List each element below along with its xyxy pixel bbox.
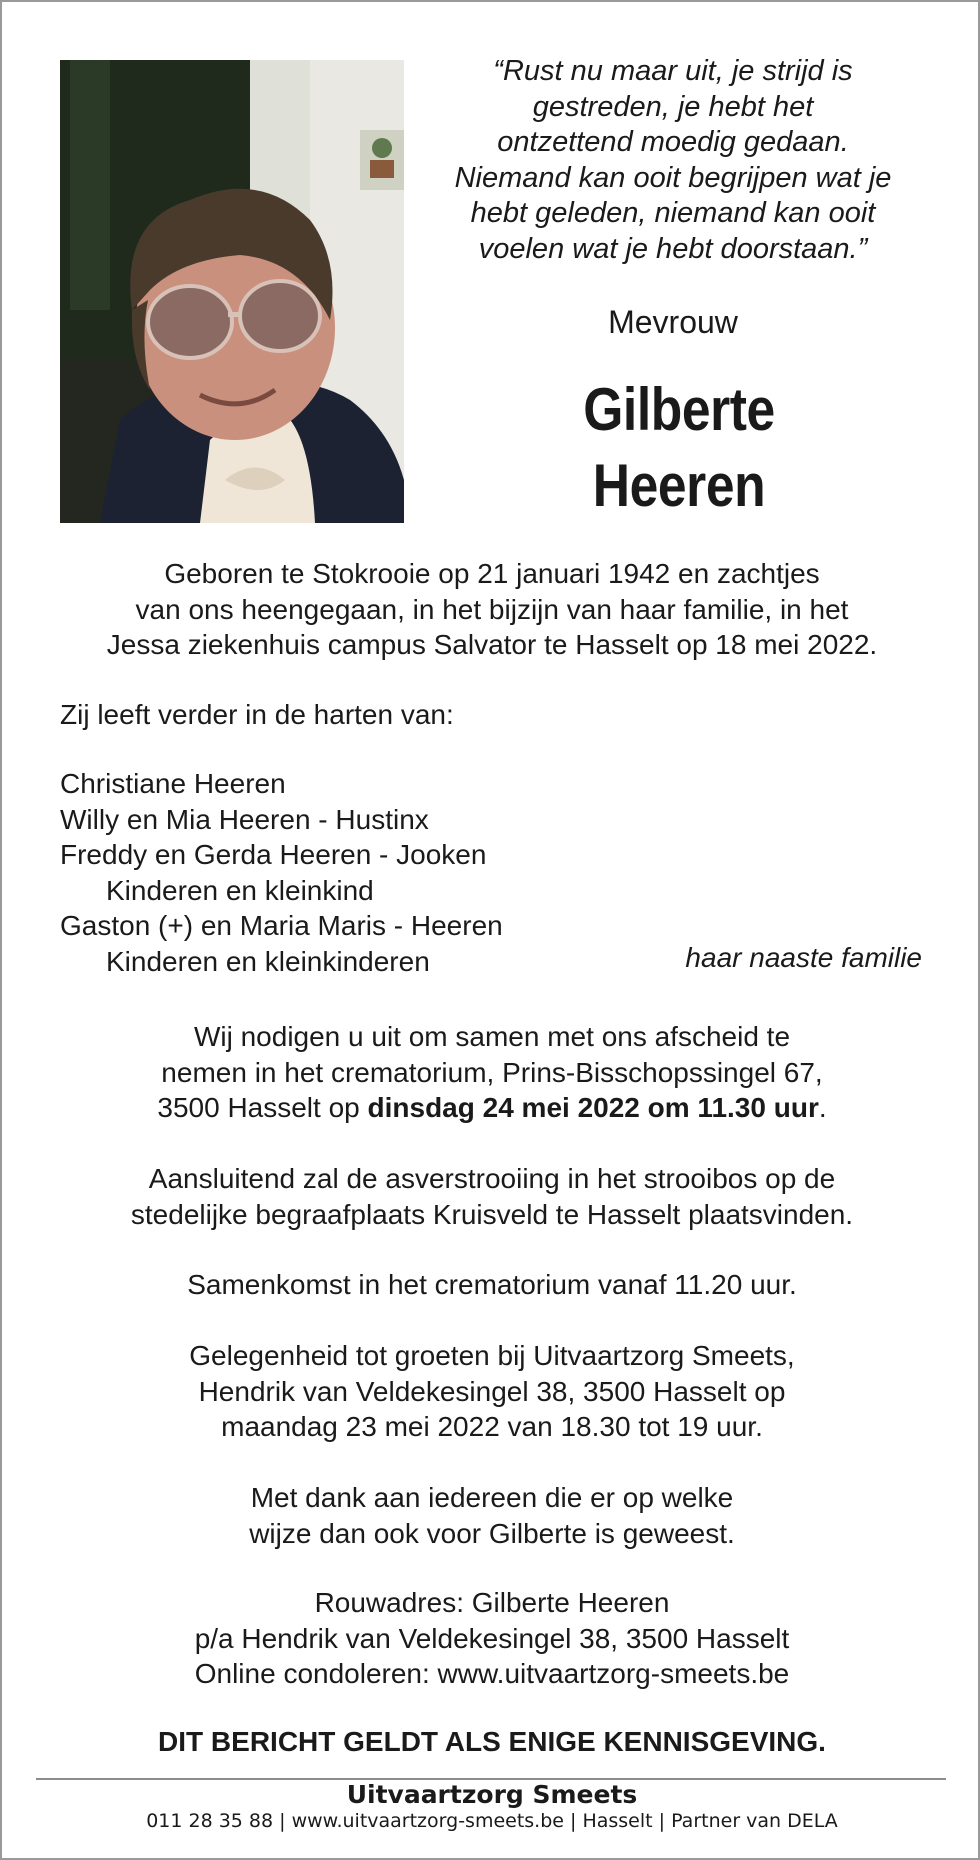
- paragraph-line: Wij nodigen u uit om samen met ons afscheid te: [193, 1021, 791, 1052]
- honorific: Mevrouw: [608, 304, 738, 340]
- quote-line: gestreden, je hebt het: [532, 90, 814, 123]
- family-member: Willy en Mia Heeren - Hustinx: [60, 803, 429, 835]
- family-member: Kinderen en kleinkinderen: [106, 945, 430, 977]
- last-name: Heeren: [592, 452, 766, 519]
- paragraph-line: Gelegenheid tot groeten bij Uitvaartzorg Smeets,: [189, 1340, 795, 1371]
- quote-line: voelen wat je hebt doorstaan.”: [478, 232, 868, 265]
- portrait-photo-image: [60, 60, 404, 523]
- family-member: Gaston (+) en Maria Maris - Heeren: [60, 910, 503, 941]
- paragraph-line: p/a Hendrik van Veldekesingel 38, 3500 Hasselt: [194, 1622, 790, 1654]
- paragraph-line: Rouwadres: Gilberte Heeren: [314, 1587, 670, 1618]
- first-name: Gilberte: [583, 376, 775, 443]
- memorial-quote: [422, 54, 924, 267]
- scattering-paragraph: [42, 1161, 942, 1232]
- paragraph-line: nemen in het crematorium, Prins-Bisschopssingel 67,: [161, 1056, 823, 1088]
- paragraph-line: Jessa ziekenhuis campus Salvator te Hasselt op 18 mei 2022.: [106, 629, 878, 660]
- funeral-home-contact: 011 28 35 88 | www.uitvaartzorg-smeets.be | Hasselt | Partner van DELA: [146, 1810, 838, 1832]
- quote-line: “Rust nu maar uit, je strijd is: [493, 55, 853, 87]
- family-member: Freddy en Gerda Heeren - Jooken: [60, 839, 487, 870]
- greeting-paragraph: [42, 1338, 942, 1445]
- condolence-link[interactable]: Online condoleren: www.uitvaartzorg-smeets.be: [194, 1658, 790, 1689]
- quote-line: ontzettend moedig gedaan.: [497, 126, 849, 158]
- quote-line: hebt geleden, niemand kan ooit: [470, 197, 876, 229]
- address-paragraph: [42, 1585, 942, 1692]
- hearts-intro: Zij leeft verder in de harten van:: [60, 699, 454, 730]
- family-member: Kinderen en kleinkind: [106, 874, 374, 906]
- family-note: haar naaste familie: [685, 942, 922, 973]
- invitation-paragraph: [42, 1019, 942, 1126]
- gathering-paragraph: Samenkomst in het crematorium vanaf 11.20 uur.: [187, 1269, 797, 1300]
- paragraph-line: Aansluitend zal de asverstrooiing in het strooibos op de: [148, 1163, 836, 1194]
- funeral-home-name: Uitvaartzorg Smeets: [346, 1780, 638, 1809]
- paragraph-line: van ons heengegaan, in het bijzijn van haar familie, in het: [135, 593, 849, 625]
- paragraph-line: maandag 23 mei 2022 van 18.30 tot 19 uur.: [221, 1411, 763, 1442]
- deceased-name: [458, 372, 900, 524]
- paragraph-line: [42, 1090, 942, 1126]
- family-member: Christiane Heeren: [60, 768, 286, 799]
- invitation-prefix: 3500 Hasselt op: [157, 1092, 368, 1123]
- invitation-suffix: .: [818, 1092, 827, 1123]
- ceremony-datetime: dinsdag 24 mei 2022 om 11.30 uur: [367, 1092, 819, 1123]
- birth-death-paragraph: [42, 556, 942, 663]
- paragraph-line: wijze dan ook voor Gilberte is geweest.: [249, 1517, 735, 1549]
- thanks-paragraph: [42, 1480, 942, 1551]
- paragraph-line: Met dank aan iedereen die er op welke: [250, 1482, 734, 1513]
- portrait-photo: [60, 60, 404, 523]
- paragraph-line: Geboren te Stokrooie op 21 januari 1942 en zachtjes: [164, 558, 820, 589]
- paragraph-line: Hendrik van Veldekesingel 38, 3500 Hasselt op: [198, 1375, 786, 1407]
- family-list: [60, 766, 620, 979]
- notice-heading: DIT BERICHT GELDT ALS ENIGE KENNISGEVING.: [158, 1726, 826, 1757]
- quote-line: Niemand kan ooit begrijpen wat je: [454, 161, 892, 194]
- paragraph-line: stedelijke begraafplaats Kruisveld te Hasselt plaatsvinden.: [130, 1198, 854, 1230]
